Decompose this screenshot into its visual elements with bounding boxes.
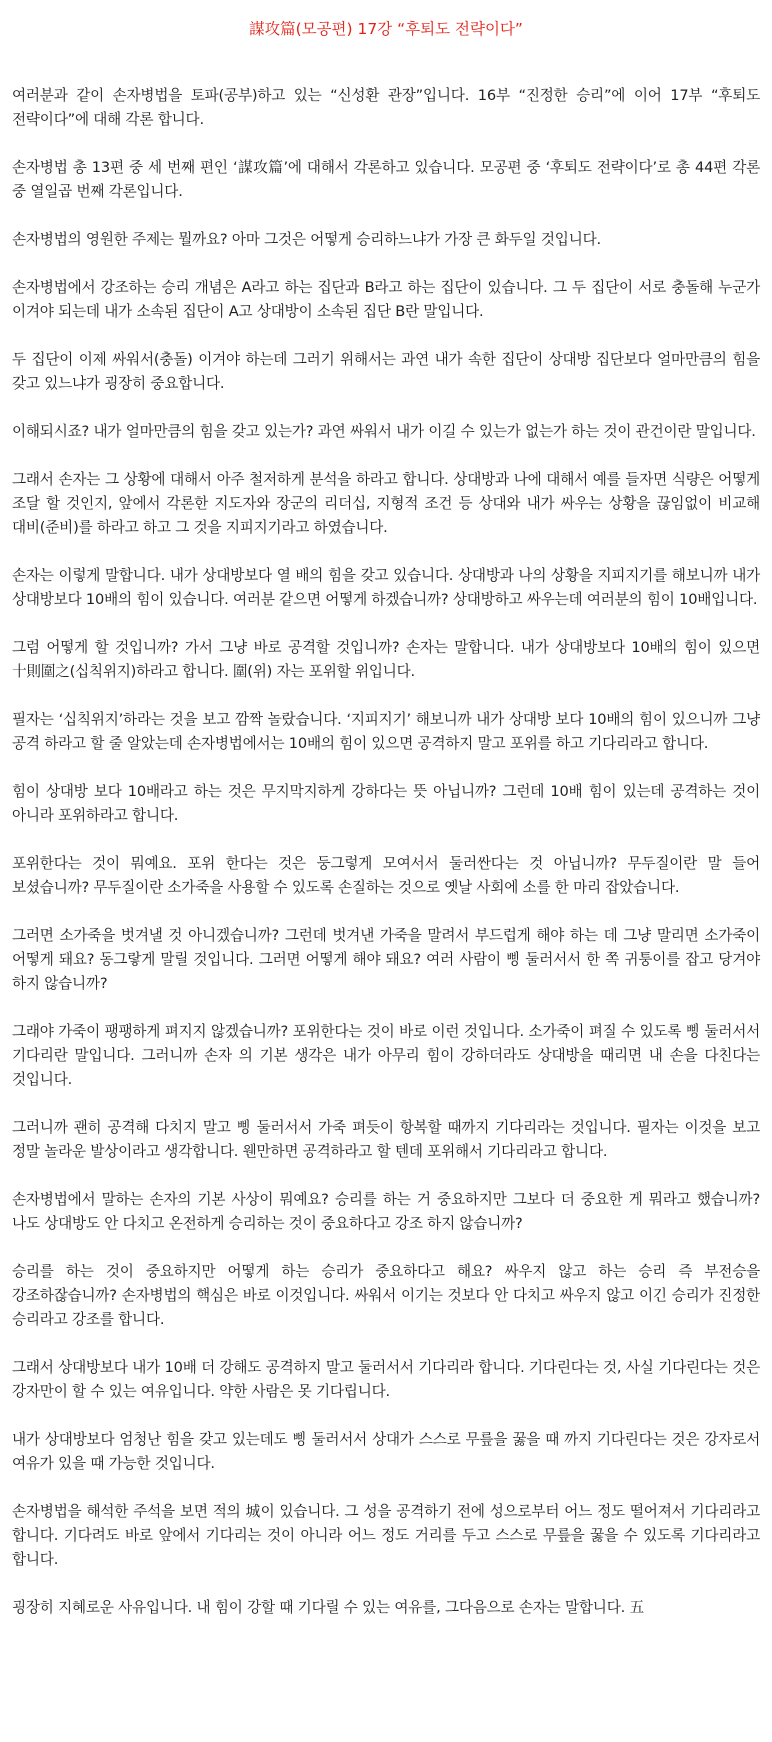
paragraph: 손자병법을 해석한 주석을 보면 적의 城이 있습니다. 그 성을 공격하기 전에 성으로부터 어느 정도 떨어져서 기다리라고 합니다. 기다려도 바로 앞에서 기다리는 것이 아니라 어느 정도 거리를 두고 스스로 무릎을 꿇을 수 있도록 기다리라고 합니다. (12, 1503, 760, 1568)
paragraph: 손자병법에서 말하는 손자의 기본 사상이 뭐예요? 승리를 하는 거 중요하지만 그보다 더 중요한 게 뭐라고 했습니까? 나도 상대방도 안 다치고 온전하게 승리하는 것이 중요하다고 강조 하지 않습니까? (12, 1191, 760, 1232)
paragraph: 두 집단이 이제 싸워서(충돌) 이겨야 하는데 그러기 위해서는 과연 내가 속한 집단이 상대방 집단보다 얼마만큼의 힘을 갖고 있느냐가 굉장히 중요합니다. (12, 351, 760, 392)
paragraph: 손자병법 총 13편 중 세 번째 편인 ‘謀攻篇’에 대해서 각론하고 있습니다. 모공편 중 ‘후퇴도 전략이다’로 총 44편 각론 중 열일곱 번째 각론입니다. (12, 159, 760, 200)
article-body (12, 84, 760, 1620)
paragraph: 손자는 이렇게 말합니다. 내가 상대방보다 열 배의 힘을 갖고 있습니다. 상대방과 나의 상황을 지피지기를 해보니까 내가 상대방보다 10배의 힘이 있습니다. 여러분 같으면 어떻게 하겠습니까? 상대방하고 싸우는데 여러분의 힘이 10배입니다. (12, 567, 760, 608)
paragraph: 힘이 상대방 보다 10배라고 하는 것은 무지막지하게 강하다는 뜻 아닙니까? 그런데 10배 힘이 있는데 공격하는 것이 아니라 포위하라고 합니다. (12, 783, 760, 824)
paragraph: 그래야 가죽이 팽팽하게 펴지지 않겠습니까? 포위한다는 것이 바로 이런 것입니다. 소가죽이 펴질 수 있도록 삥 둘러서서 기다리란 말입니다. 그러니까 손자 의 기본 생각은 내가 아무리 힘이 강하더라도 상대방을 때리면 내 손을 다친다는 것입니다. (12, 1023, 760, 1088)
paragraph: 손자병법에서 강조하는 승리 개념은 A라고 하는 집단과 B라고 하는 집단이 있습니다. 그 두 집단이 서로 충돌해 누군가 이겨야 되는데 내가 소속된 집단이 A고 상대방이 소속된 집단 B란 말입니다. (12, 279, 760, 320)
paragraph: 그래서 상대방보다 내가 10배 더 강해도 공격하지 말고 둘러서서 기다리라 합니다. 기다린다는 것, 사실 기다린다는 것은 강자만이 할 수 있는 여유입니다. 약한 사람은 못 기다립니다. (12, 1359, 760, 1400)
paragraph: 그럼 어떻게 할 것입니까? 가서 그냥 바로 공격할 것입니까? 손자는 말합니다. 내가 상대방보다 10배의 힘이 있으면 十則圍之(십칙위지)하라고 합니다. 圍(위) 자는 포위할 위입니다. (12, 639, 760, 680)
paragraph: 이해되시죠? 내가 얼마만큼의 힘을 갖고 있는가? 과연 싸워서 내가 이길 수 있는가 없는가 하는 것이 관건이란 말입니다. (12, 423, 756, 440)
paragraph: 손자병법의 영원한 주제는 뭘까요? 아마 그것은 어떻게 승리하느냐가 가장 큰 화두일 것입니다. (12, 231, 601, 248)
paragraph: 굉장히 지혜로운 사유입니다. 내 힘이 강할 때 기다릴 수 있는 여유를, 그다음으로 손자는 말합니다. 五 (12, 1599, 644, 1616)
paragraph: 필자는 ‘십칙위지’하라는 것을 보고 깜짝 놀랐습니다. ‘지피지기’ 해보니까 내가 상대방 보다 10배의 힘이 있으니까 그냥 공격 하라고 할 줄 알았는데 손자병법에서는 10배의 힘이 있으면 공격하지 말고 포위를 하고 기다리라고 합니다. (12, 711, 760, 752)
paragraph: 승리를 하는 것이 중요하지만 어떻게 하는 승리가 중요하다고 해요? 싸우지 않고 하는 승리 즉 부전승을 강조하잖습니까? 손자병법의 핵심은 바로 이것입니다. 싸워서 이기는 것보다 안 다치고 싸우지 않고 이긴 승리가 진정한 승리라고 강조를 합니다. (12, 1263, 760, 1328)
paragraph: 그러면 소가죽을 벗겨낼 것 아니겠습니까? 그런데 벗겨낸 가죽을 말려서 부드럽게 해야 하는 데 그냥 말리면 소가죽이 어떻게 돼요? 동그랗게 말릴 것입니다. 그러면 어떻게 해야 돼요? 여러 사람이 삥 둘러서서 한 쪽 귀퉁이를 잡고 당겨야 하지 않습니까? (12, 927, 760, 992)
paragraph: 내가 상대방보다 엄청난 힘을 갖고 있는데도 삥 둘러서서 상대가 스스로 무릎을 꿇을 때 까지 기다린다는 것은 강자로서 여유가 있을 때 가능한 것입니다. (12, 1431, 760, 1472)
paragraph: 여러분과 같이 손자병법을 토파(공부)하고 있는 “신성환 관장”입니다. 16부 “진정한 승리”에 이어 17부 “후퇴도 전략이다”에 대해 각론 합니다. (12, 87, 760, 128)
paragraph: 포위한다는 것이 뭐예요. 포위 한다는 것은 둥그렇게 모여서서 둘러싼다는 것 아닙니까? 무두질이란 말 들어 보셨습니까? 무두질이란 소가죽을 사용할 수 있도록 손질하는 것으로 옛날 사회에 소를 한 마리 잡았습니다. (12, 855, 760, 896)
article-title: 謀攻篇(모공편) 17강 “후퇴도 전략이다” (249, 20, 523, 38)
paragraph: 그러니까 괜히 공격해 다치지 말고 삥 둘러서서 가죽 펴듯이 항복할 때까지 기다리라는 것입니다. 필자는 이것을 보고 정말 놀라운 발상이라고 생각합니다. 웬만하면 공격하라고 할 텐데 포위해서 기다리라고 합니다. (12, 1119, 760, 1160)
paragraph: 그래서 손자는 그 상황에 대해서 아주 철저하게 분석을 하라고 합니다. 상대방과 나에 대해서 예를 들자면 식량은 어떻게 조달 할 것인지, 앞에서 각론한 지도자와 장군의 리더십, 지형적 조건 등 상대와 내가 싸우는 상황을 끊임없이 비교해 대비(준비)를 하라고 하고 그 것을 지피지기라고 하였습니다. (12, 471, 760, 536)
